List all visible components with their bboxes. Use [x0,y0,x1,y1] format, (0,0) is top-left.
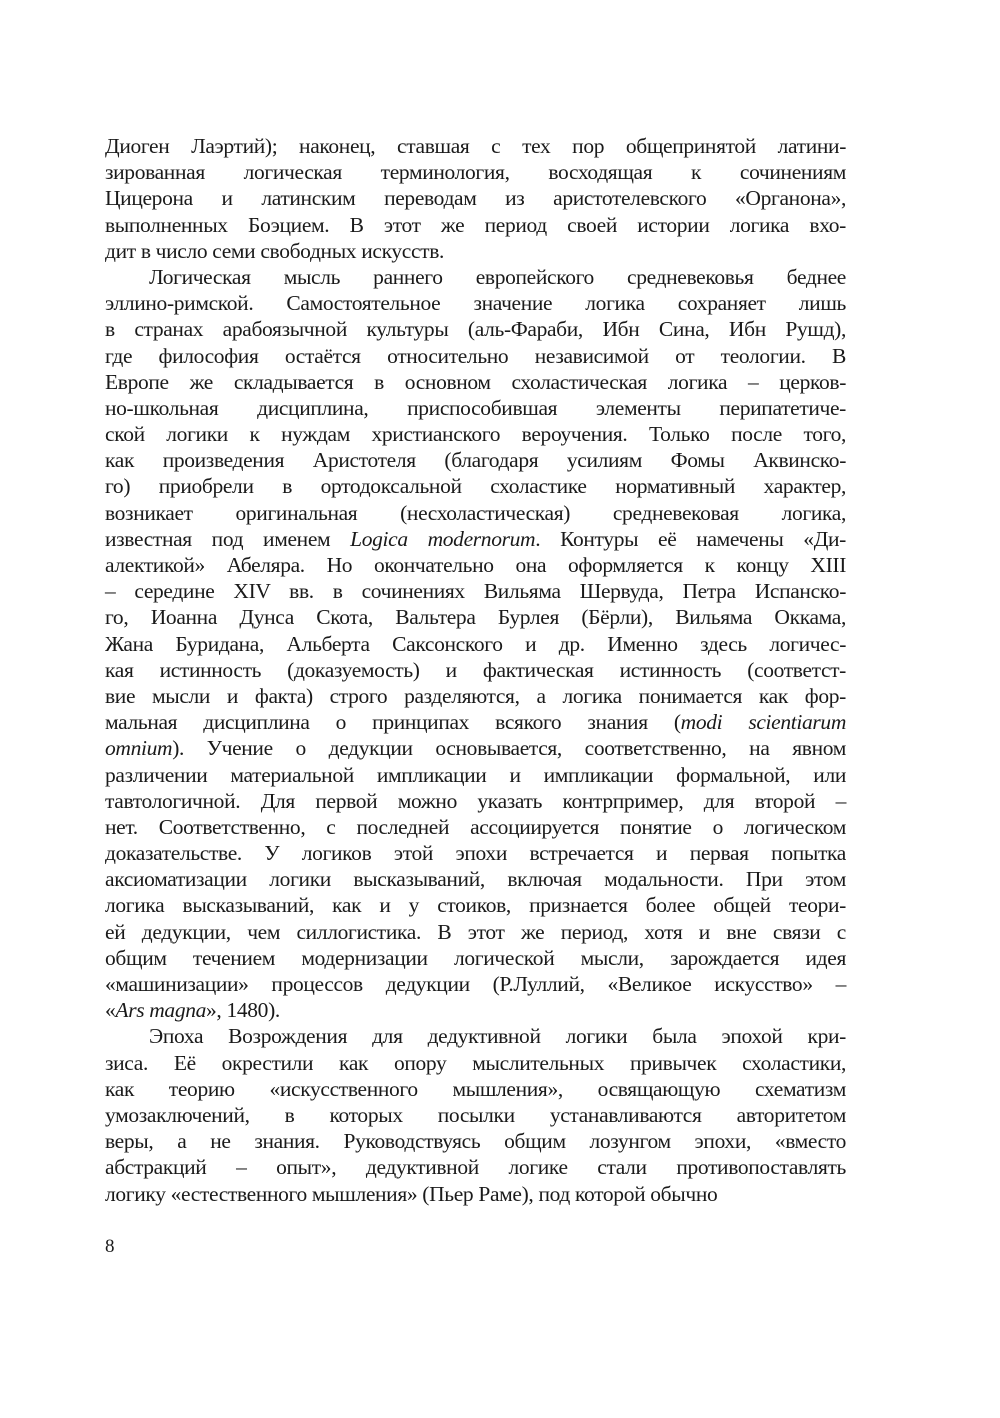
text-line [105,709,846,735]
text-line [105,866,846,892]
text-segment: возникает оригинальная (несхоластическая) средневековая логика, [105,500,846,525]
text-line [105,1181,846,1207]
body-text [105,133,846,1207]
text-segment: абстракций – опыт», дедуктивной логике стали противопоставлять [105,1155,846,1180]
italic-term: Logica modernorum [350,526,536,551]
text-line [105,447,846,473]
text-segment: логика высказываний, как и у стоиков, признается более общей теори- [105,893,846,918]
text-line [105,1154,846,1180]
text-line [105,212,846,238]
text-line [105,631,846,657]
text-line [105,552,846,578]
page-number: 8 [105,1236,115,1257]
text-segment: ей дедукции, чем силлогистика. В этот же период, хотя и вне связи с [105,919,846,944]
text-segment: Европе же складывается в основном схоластическая логика – церков- [105,369,846,394]
text-segment: различении материальной импликации и импликации формальной, или [105,762,846,787]
text-segment: « [105,998,116,1023]
text-segment: вие мысли и факта) строго разделяются, а логика понимается как фор- [105,683,846,708]
paragraph [105,1023,846,1206]
text-line [105,814,846,840]
text-line [105,369,846,395]
text-line [105,185,846,211]
text-segment: ской логики к нуждам христианского вероучения. Только после того, [105,422,846,447]
text-segment: веры, а не знания. Руководствуясь общим лозунгом эпохи, «вместо [105,1129,846,1154]
text-line [105,1076,846,1102]
text-segment: аксиоматизации логики высказываний, включая модальности. При этом [105,867,846,892]
text-line [105,919,846,945]
paragraph [105,264,846,1023]
text-segment: доказательстве. У логиков этой эпохи встречается и первая попытка [105,841,846,866]
text-line [105,1050,846,1076]
text-line [105,762,846,788]
text-segment: зиса. Её окрестили как опору мыслительных привычек схоластики, [105,1050,846,1075]
text-segment: как теорию «искусственного мышления», освящающую схематизм [105,1076,846,1101]
text-line [105,1102,846,1128]
text-segment: дит в число семи свободных искусств. [105,238,445,263]
text-segment: го, Иоанна Дунса Скота, Вальтера Бурлея (Бёрли), Вильяма Оккама, [105,605,846,630]
text-line [105,997,846,1023]
text-segment: выполненных Боэцием. В этот же период своей истории логика вхо- [105,212,846,237]
text-segment: в странах арабоязычной культуры (аль-Фараби, Ибн Сина, Ибн Рушд), [105,317,846,342]
text-segment: тавтологичной. Для первой можно указать контрпример, для второй – [105,788,846,813]
text-line [105,683,846,709]
text-segment: ). Учение о дедукции основывается, соответственно, на явном [172,736,846,761]
text-line [105,788,846,814]
text-line [105,421,846,447]
text-line [105,264,846,290]
italic-term: Ars magna [115,998,207,1023]
text-segment: Диоген Лаэртий); наконец, ставшая с тех пор общепринятой латини- [105,134,846,158]
text-line [105,316,846,342]
text-segment: логику «естественного мышления» (Пьер Раме), под которой обычно [105,1181,718,1206]
text-segment: как произведения Аристотеля (благодаря усилиям Фомы Аквинско- [105,448,846,473]
text-line [105,1128,846,1154]
text-line [105,1023,846,1049]
text-line [105,657,846,683]
italic-term: modi scientiarum [680,710,846,735]
text-line [105,500,846,526]
text-segment: Жана Буридана, Альберта Саксонского и др. Именно здесь логичес- [105,631,846,656]
text-segment: эллино-римской. Самостоятельное значение логика сохраняет лишь [105,291,846,316]
text-line [105,840,846,866]
text-segment: го) приобрели в ортодоксальной схоластике нормативный характер, [105,474,846,499]
italic-term: omnium [105,736,173,761]
text-segment: зированная логическая терминология, восходящая к сочинениям [105,160,846,185]
text-segment: кая истинность (доказуемость) и фактическая истинность (соответст- [105,657,846,682]
text-segment: общим течением модернизации логической мысли, зарождается идея [105,945,846,970]
text-segment: умозаключений, в которых посылки устанавливаются авторитетом [105,1102,846,1127]
text-line [105,735,846,761]
text-line [105,892,846,918]
text-line [105,395,846,421]
text-line [105,133,846,159]
text-line [105,473,846,499]
text-segment: где философия остаётся относительно независимой от теологии. В [105,343,846,368]
text-line [105,526,846,552]
text-segment: . Контуры её намечены «Ди- [535,526,846,551]
text-segment: », 1480). [206,998,280,1023]
text-line [105,290,846,316]
text-segment: но-школьная дисциплина, приспособившая элементы перипатетиче- [105,395,846,420]
text-line [105,578,846,604]
text-segment: алектикой» Абеляра. Но окончательно она оформляется к концу XIII [105,553,846,577]
paragraph [105,133,846,264]
text-segment: нет. Соответственно, с последней ассоциируется понятие о логическом [105,814,846,839]
text-segment: Логическая мысль раннего европейского средневековья беднее [149,264,846,289]
text-segment: Цицерона и латинским переводам из аристотелевского «Органона», [105,186,846,211]
text-segment: мальная дисциплина о принципах всякого знания ( [105,710,681,735]
text-line [105,604,846,630]
text-line [105,971,846,997]
text-line [105,238,846,264]
text-line [105,945,846,971]
text-segment: Эпоха Возрождения для дедуктивной логики была эпохой кри- [149,1024,846,1049]
text-line [105,343,846,369]
text-segment: – середине XIV вв. в сочинениях Вильяма Шервуда, Петра Испанско- [105,579,846,604]
text-line [105,159,846,185]
text-segment: «машинизации» процессов дедукции (Р.Луллий, «Великое искусство» – [105,972,846,996]
text-segment: известная под именем [105,526,351,551]
